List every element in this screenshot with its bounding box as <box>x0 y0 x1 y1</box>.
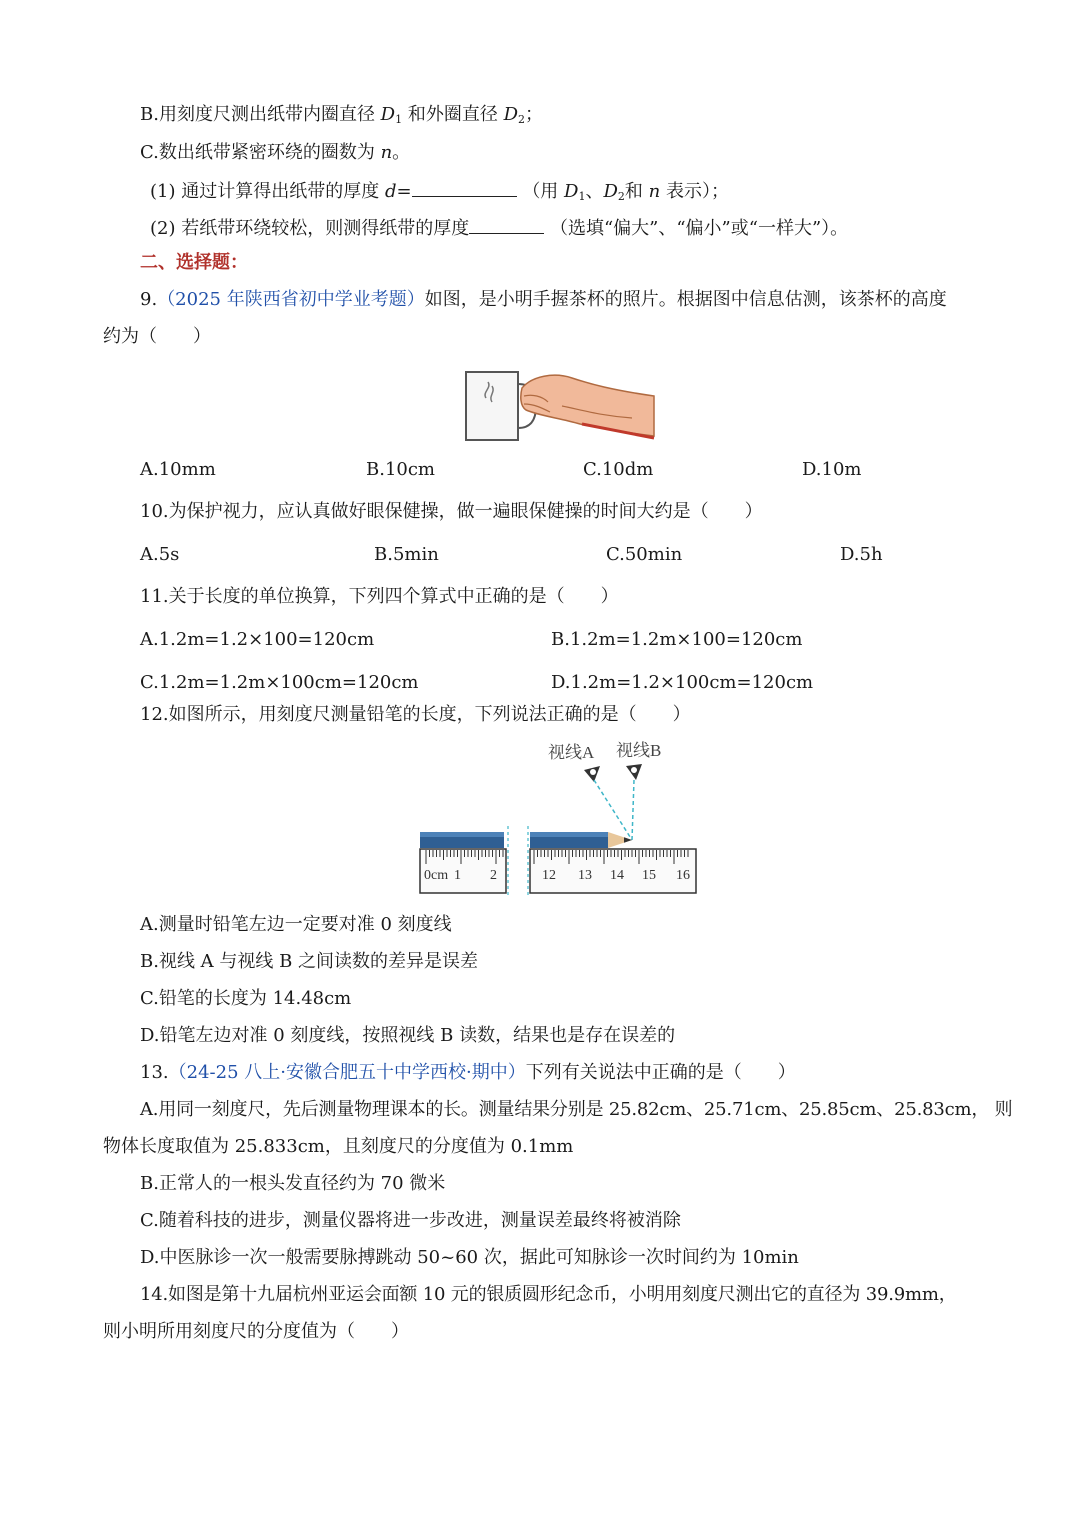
q13-stem: 13.（24-25 八上·安徽合肥五十中学西校·期中）下列有关说法中正确的是（ ） <box>140 1062 796 1083</box>
q13-option-c[interactable]: C.随着科技的进步，测量仪器将进一步改进，测量误差最终将被消除 <box>140 1210 681 1231</box>
q13-option-d[interactable]: D.中医脉诊一次一般需要脉搏跳动 50~60 次，据此可知脉诊一次时间约为 10min <box>140 1247 799 1268</box>
q10-option-a[interactable]: A.5s <box>140 544 180 565</box>
q10-option-d[interactable]: D.5h <box>840 544 883 565</box>
q9-source: （2025 年陕西省初中学业考题） <box>157 289 425 310</box>
q9-option-d[interactable]: D.10m <box>802 459 862 480</box>
answer-blank-thickness[interactable] <box>412 178 517 197</box>
q9-option-a[interactable]: A.10mm <box>140 459 216 480</box>
sight-line-a <box>594 780 632 840</box>
q12-option-a[interactable]: A.测量时铅笔左边一定要对准 0 刻度线 <box>140 914 452 935</box>
ruler-tick-label: 1 <box>454 868 461 883</box>
q8-step-b: B.用刻度尺测出纸带内圈直径 $D_1$ 和外圈直径 $D_2$； <box>140 104 543 126</box>
q9-stem-line-1: 9.（2025 年陕西省初中学业考题）如图，是小明手握茶杯的照片。根据图中信息估测，该茶杯的高度 <box>140 289 947 310</box>
q9-stem-line-2: 约为（ ） <box>103 326 211 347</box>
pencil-ruler-figure <box>416 736 702 902</box>
q10-option-c[interactable]: C.50min <box>606 544 683 565</box>
q12-option-d[interactable]: D.铅笔左边对准 0 刻度线，按照视线 B 读数，结果也是存在误差的 <box>140 1025 676 1046</box>
q8-part-1: (1) 通过计算得出纸带的厚度 d= （用 $D_1$、$D_2$和 n 表示）； <box>150 178 729 209</box>
q12-stem: 12.如图所示，用刻度尺测量铅笔的长度，下列说法正确的是（ ） <box>140 704 691 725</box>
q11-option-c[interactable]: C.1.2m=1.2m×100cm=120cm <box>140 672 419 693</box>
sight-line-a-label: 视线A <box>548 743 595 762</box>
q13-option-b[interactable]: B.正常人的一根头发直径约为 70 微米 <box>140 1173 446 1194</box>
q10-option-b[interactable]: B.5min <box>374 544 439 565</box>
q13-source: （24-25 八上·安徽合肥五十中学西校·期中） <box>168 1062 526 1083</box>
sight-line-b <box>632 780 634 840</box>
q11-option-b[interactable]: B.1.2m=1.2m×100=120cm <box>551 629 803 650</box>
q12-option-c[interactable]: C.铅笔的长度为 14.48cm <box>140 988 352 1009</box>
ruler-tick-label: 14 <box>610 868 624 883</box>
q9-option-c[interactable]: C.10dm <box>583 459 654 480</box>
q11-option-a[interactable]: A.1.2m=1.2×100=120cm <box>140 629 375 650</box>
ruler-tick-label: 12 <box>542 868 556 883</box>
q11-option-d[interactable]: D.1.2m=1.2×100cm=120cm <box>551 672 814 693</box>
ruler-tick-label: 0cm <box>424 868 449 883</box>
q13-option-a-line-2: 物体长度取值为 25.833cm，且刻度尺的分度值为 0.1mm <box>103 1136 574 1157</box>
q14-stem-line-2: 则小明所用刻度尺的分度值为（ ） <box>103 1321 409 1342</box>
q14-stem-line-1: 14.如图是第十九届杭州亚运会面额 10 元的银质圆形纪念币，小明用刻度尺测出它的直径为 39.9mm， <box>140 1284 957 1305</box>
eye-icon-a <box>584 766 600 782</box>
teacup-hand-figure <box>462 366 658 446</box>
answer-blank-bias[interactable] <box>469 215 544 234</box>
q12-option-b[interactable]: B.视线 A 与视线 B 之间读数的差异是误差 <box>140 951 479 972</box>
ruler-tick-label: 16 <box>676 868 690 883</box>
pencil <box>420 832 632 848</box>
ruler-tick-label: 2 <box>490 868 497 883</box>
ruler-tick-label: 15 <box>642 868 656 883</box>
q10-stem: 10.为保护视力，应认真做好眼保健操，做一遍眼保健操的时间大约是（ ） <box>140 501 763 522</box>
ruler-tick-label: 13 <box>578 868 592 883</box>
q8-step-c: C.数出纸带紧密环绕的圈数为 n。 <box>140 142 411 163</box>
section-heading: 二、选择题： <box>140 252 248 273</box>
q11-stem: 11.关于长度的单位换算，下列四个算式中正确的是（ ） <box>140 586 619 607</box>
eye-icon-b <box>626 764 642 780</box>
q8-part-2: (2) 若纸带环绕较松，则测得纸带的厚度 （选填“偏大”、“偏小”或“一样大”）。 <box>150 215 848 241</box>
sight-line-b-label: 视线B <box>616 741 662 760</box>
q9-option-b[interactable]: B.10cm <box>366 459 436 480</box>
q13-option-a-line-1[interactable]: A.用同一刻度尺，先后测量物理课本的长。测量结果分别是 25.82cm、25.71cm、25.85cm、25.83cm， 则 <box>140 1099 1013 1120</box>
